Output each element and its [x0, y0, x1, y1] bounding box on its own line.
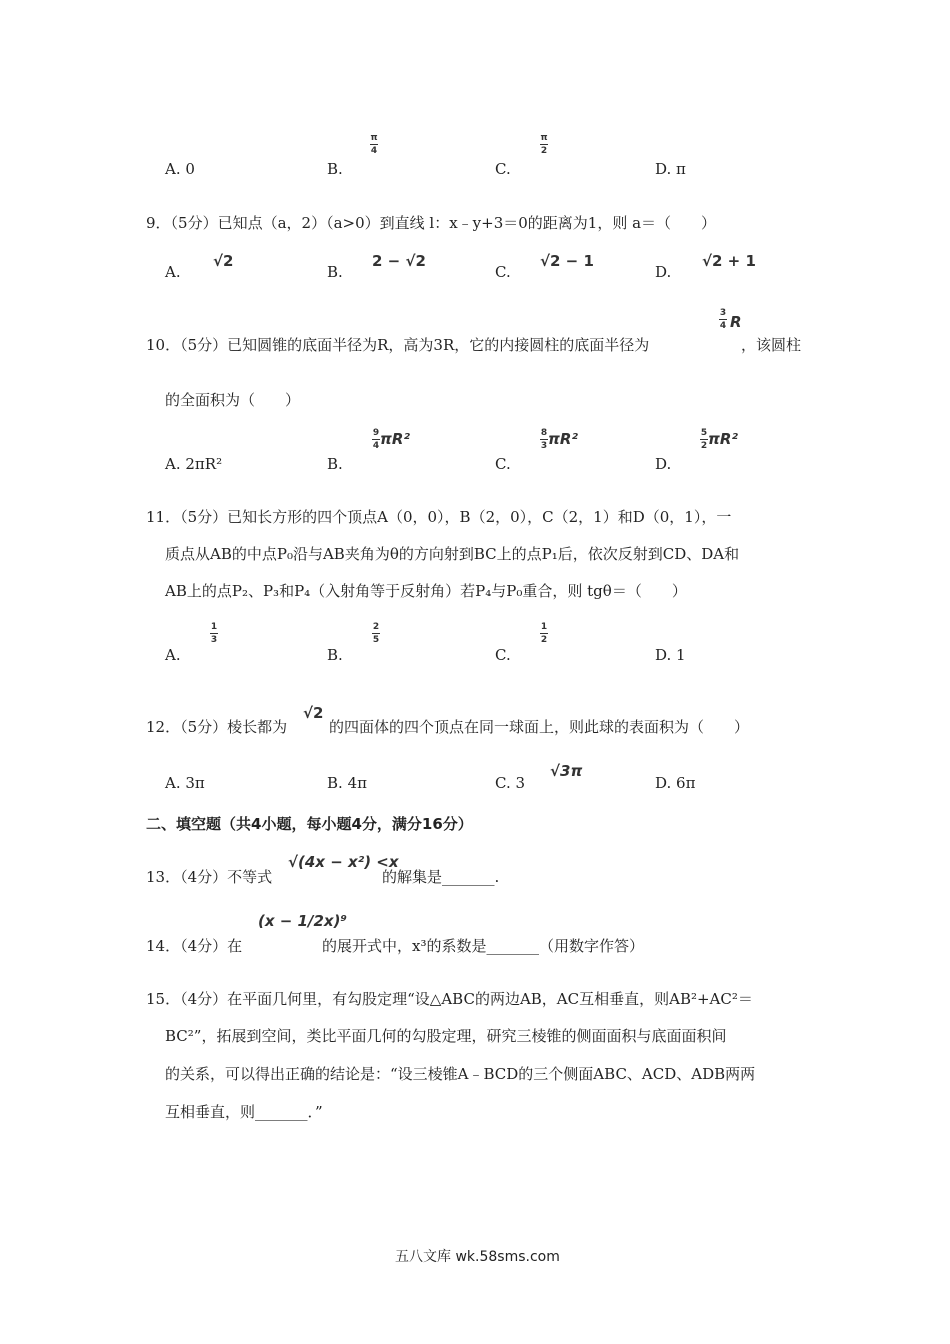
q8-option-b-fraction: π 4 [370, 133, 378, 156]
q12-option-d: D. 6π [655, 774, 696, 792]
q12-option-a: A. 3π [165, 774, 205, 792]
q9-option-a-label: A. [165, 263, 181, 281]
q9-option-d-math: √2 + 1 [702, 252, 756, 270]
q11-line1: 11．（5分）已知长方形的四个顶点A（0，0），B（2，0），C（2，1）和D（0，1），一 [146, 508, 732, 526]
q11-option-a-fraction: 1 3 [210, 622, 218, 645]
q10-stem-part1: 10．（5分）已知圆锥的底面半径为R，高为3R，它的内接圆柱的底面半径为 [146, 336, 650, 354]
q11-option-b-fraction: 2 5 [372, 622, 380, 645]
q11-option-d: D. 1 [655, 646, 686, 664]
q12-stem-part1: 12．（5分）棱长都为 [146, 718, 288, 736]
footer-watermark: 五八文库 wk.58sms.com [395, 1249, 560, 1265]
q9-option-c-label: C. [495, 263, 511, 281]
q11-line3: AB上的点P₂、P₃和P₄（入射角等于反射角）若P₄与P₀重合，则 tgθ＝（ ） [165, 582, 687, 600]
q10-option-b-label: B. [327, 455, 343, 473]
q10-stem-part2: ，该圆柱 [741, 336, 802, 354]
q8-option-b-label: B. [327, 160, 343, 178]
q14-stem-part1: 14．（4分）在 [146, 937, 243, 955]
q12-stem-part2: 的四面体的四个顶点在同一球面上，则此球的表面积为（ ） [329, 718, 750, 736]
q10-option-a: A. 2πR² [165, 455, 223, 473]
q12-option-b: B. 4π [327, 774, 367, 792]
q12-stem-math: √2 [303, 704, 324, 722]
q10-option-d-math: $\frac{5}{2}$ πR² [700, 428, 738, 451]
q9-stem: 9．（5分）已知点（a，2）（a>0）到直线 l：x﹣y+3＝0的距离为1，则 a＝（ ） [146, 214, 717, 232]
q14-stem-math: (x − 1/2x)⁹ [258, 912, 347, 930]
q11-option-a-label: A. [165, 646, 181, 664]
q10-option-c-label: C. [495, 455, 511, 473]
q13-stem-part2: 的解集是_______. [382, 868, 500, 886]
q14-stem-part2: 的展开式中，x³的系数是_______（用数字作答） [322, 937, 644, 955]
q10-stem-fraction: 3 4 [719, 308, 727, 331]
q12-option-c-math: √3π [550, 762, 583, 780]
q12-option-c: C. 3 [495, 774, 526, 792]
q15-line3: 的关系，可以得出正确的结论是：“设三棱锥A﹣BCD的三个侧面ABC、ACD、ADB两两 [165, 1065, 756, 1083]
q15-line2: BC²”，拓展到空间，类比平面几何的勾股定理，研究三棱锥的侧面面积与底面面积间 [165, 1027, 727, 1045]
q13-stem-part1: 13．（4分）不等式 [146, 868, 273, 886]
q10-stem-fraction-tail: R [730, 313, 742, 331]
q11-option-b-label: B. [327, 646, 343, 664]
q9-option-a-math: √2 [213, 252, 234, 270]
q13-stem-math: √(4x − x²) <x [288, 853, 399, 871]
q11-line2: 质点从AB的中点P₀沿与AB夹角为θ的方向射到BC上的点P₁后，依次反射到CD、DA和 [165, 545, 740, 563]
section-2-title: 二、填空题（共4小题，每小题4分，满分16分） [146, 815, 473, 833]
q10-stem-line2: 的全面积为（ ） [165, 391, 301, 409]
q8-option-c-label: C. [495, 160, 511, 178]
q8-option-c-fraction: π 2 [540, 133, 548, 156]
q8-option-a: A. 0 [165, 160, 195, 178]
q9-option-b-math: 2 − √2 [372, 252, 426, 270]
q8-option-d: D. π [655, 160, 686, 178]
q11-option-c-fraction: 1 2 [540, 622, 548, 645]
q15-line4: 互相垂直，则_______．” [165, 1103, 323, 1121]
q10-option-d-label: D. [655, 455, 672, 473]
q15-line1: 15．（4分）在平面几何里，有勾股定理“设△ABC的两边AB，AC互相垂直，则AB²+AC²＝ [146, 990, 753, 1008]
q9-option-d-label: D. [655, 263, 672, 281]
q9-option-c-math: √2 − 1 [540, 252, 594, 270]
q11-option-c-label: C. [495, 646, 511, 664]
q9-option-b-label: B. [327, 263, 343, 281]
q10-option-b-math: $\frac{9}{4}$ πR² [372, 428, 410, 451]
q10-option-c-math: $\frac{8}{3}$ πR² [540, 428, 578, 451]
